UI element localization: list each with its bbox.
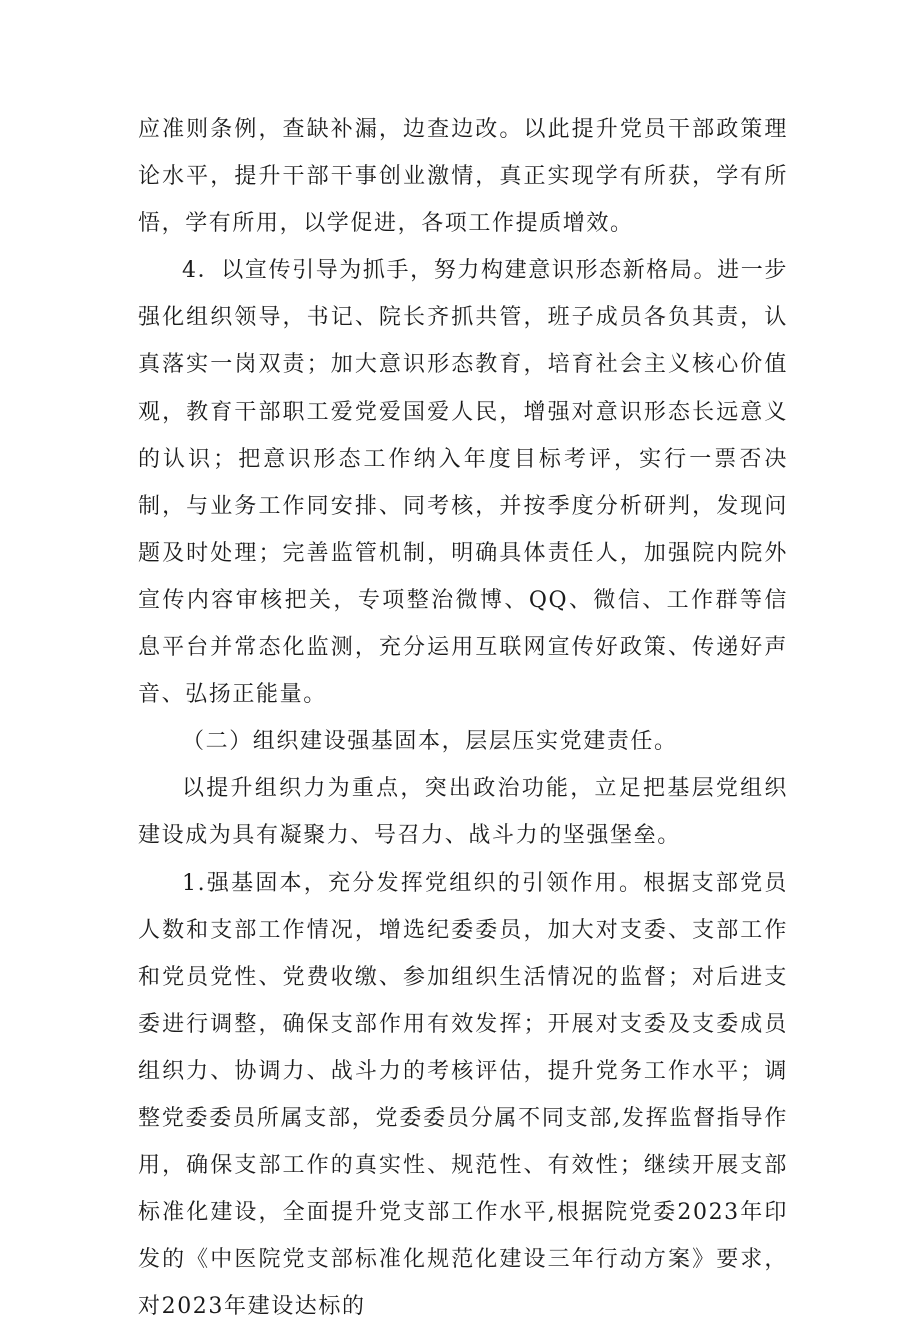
section-heading-organization: （二）组织建设强基固本，层层压实党建责任。 [138,718,788,765]
document-body [138,106,788,1330]
paragraph-section-intro: 以提升组织力为重点，突出政治功能，立足把基层党组织建设成为具有凝聚力、号召力、战斗力的坚强堡垒。 [138,765,788,859]
paragraph-item-4-propaganda: 4．以宣传引导为抓手，努力构建意识形态新格局。进一步强化组织领导，书记、院长齐抓共管，班子成员各负其责，认真落实一岗双责；加大意识形态教育，培育社会主义核心价值观，教育干部职工爱党爱国爱人民，增强对意识形态长远意义的认识；把意识形态工作纳入年度目标考评，实行一票否决制，与业务工作同安排、同考核，并按季度分析研判，发现问题及时处理；完善监管机制，明确具体责任人，加强院内院外宣传内容审核把关，专项整治微博、QQ、微信、工作群等信息平台并常态化监测，充分运用互联网宣传好政策、传递好声音、弘扬正能量。 [138,247,788,718]
paragraph-item-1-foundation: 1.强基固本，充分发挥党组织的引领作用。根据支部党员人数和支部工作情况，增选纪委委员，加大对支委、支部工作和党员党性、党费收缴、参加组织生活情况的监督；对后进支委进行调整，确保支部作用有效发挥；开展对支委及支委成员组织力、协调力、战斗力的考核评估，提升党务工作水平；调整党委委员所属支部，党委委员分属不同支部,发挥监督指导作用，确保支部工作的真实性、规范性、有效性；继续开展支部标准化建设，全面提升党支部工作水平,根据院党委2023年印发的《中医院党支部标准化规范化建设三年行动方案》要求，对2023年建设达标的 [138,860,788,1330]
paragraph-continuation: 应准则条例，查缺补漏，边查边改。以此提升党员干部政策理论水平，提升干部干事创业激情，真正实现学有所获，学有所悟，学有所用，以学促进，各项工作提质增效。 [138,106,788,247]
